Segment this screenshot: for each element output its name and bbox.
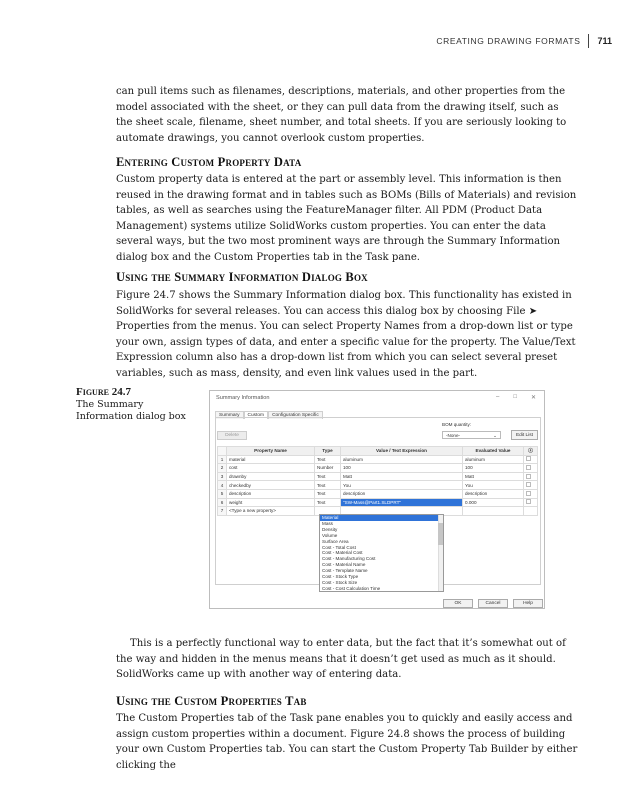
table-row[interactable]	[218, 498, 538, 507]
heading-summary-information: Using the Summary Information Dialog Box	[116, 270, 368, 284]
type-cell[interactable]: Text	[315, 472, 341, 481]
heading-entering-custom-property-data: Entering Custom Property Data	[116, 155, 302, 169]
bom-quantity-select[interactable]	[442, 431, 501, 439]
cancel-button[interactable]: Cancel	[478, 599, 508, 608]
table-row[interactable]	[218, 455, 538, 464]
row-number: 4	[218, 481, 227, 490]
paragraph-3: Figure 24.7 shows the Summary Information dialog box. This functionality has existed in SolidWorks for several releases. You can access this dialog box by choosing File ➤ Properties from the menus. You can select Property Names from a drop-down list or type your own, assign types of data, and enter a specific value for the property. The Value/Text Expression column also has a drop-down list from which you can select several preset variables, such as mass, density, and even link values used in the part.	[116, 290, 576, 379]
row-number: 7	[218, 507, 227, 516]
row-number: 6	[218, 498, 227, 507]
maximize-icon[interactable]: □	[513, 394, 517, 400]
value-cell[interactable]: aluminum	[341, 455, 463, 464]
bom-quantity-value: -None-	[446, 433, 461, 438]
checkbox[interactable]	[526, 465, 531, 470]
row-number: 1	[218, 455, 227, 464]
evaluated-value-cell: Matt	[463, 472, 524, 481]
help-button[interactable]: Help	[513, 599, 543, 608]
property-name-cell[interactable]: material	[227, 455, 315, 464]
value-cell[interactable]: You	[341, 481, 463, 490]
dialog-title: Summary Information	[216, 395, 270, 401]
edit-list-button[interactable]: Edit List	[511, 430, 538, 440]
evaluated-value-cell: 100	[463, 464, 524, 473]
evaluated-value-cell: aluminum	[463, 455, 524, 464]
type-cell[interactable]: Text	[315, 481, 341, 490]
header-type: Type	[315, 447, 341, 456]
table-row[interactable]	[218, 472, 538, 481]
row-number: 5	[218, 489, 227, 498]
header-value-text-expression: Value / Text Expression	[341, 447, 463, 456]
dropdown-item[interactable]: Cost - Template Name	[322, 568, 368, 574]
evaluated-value-cell: You	[463, 481, 524, 490]
value-cell[interactable]: Matt	[341, 472, 463, 481]
type-cell[interactable]: Text	[315, 489, 341, 498]
link-checkbox-cell[interactable]	[524, 464, 538, 473]
dropdown-item[interactable]: Volume	[322, 532, 338, 538]
checkbox[interactable]	[526, 456, 531, 461]
page-number: 711	[597, 36, 612, 46]
value-cell[interactable]: 100	[341, 464, 463, 473]
paragraph-4: This is a perfectly functional way to enter data, but the fact that it’s somewhat out of the way and hidden in the menus means that it doesn’t get used as much as it should. SolidWorks came up with another way of entering data.	[116, 638, 566, 681]
grid-header-row	[218, 447, 538, 456]
checkbox[interactable]	[526, 474, 531, 479]
link-checkbox-cell[interactable]	[524, 481, 538, 490]
paragraph-5: The Custom Properties tab of the Task pane enables you to quickly and easily access and assign custom properties within a document. Figure 24.8 shows the process of building your own Custom Properties tab. You can start the Custom Property Tab Builder by either clicking the	[116, 713, 578, 771]
minimize-icon[interactable]: –	[496, 394, 500, 400]
link-checkbox-cell[interactable]	[524, 472, 538, 481]
property-name-cell[interactable]: cost	[227, 464, 315, 473]
link-checkbox-cell[interactable]	[524, 507, 538, 516]
paragraph-2: Custom property data is entered at the part or assembly level. This information is then reused in the drawing format and in tables such as BOMs (Bills of Materials) and revision tables, as well as searches using the FeatureManager filter. All PDM (Product Data Management) systems utilize SolidWorks custom properties. You can enter the data several ways, but the two most prominent ways are through the Summary Information dialog box and the Custom Properties tab in the Task pane.	[116, 174, 577, 263]
table-row[interactable]	[218, 481, 538, 490]
value-expression-dropdown[interactable]	[319, 514, 444, 592]
chevron-down-icon: ⌄	[493, 433, 497, 438]
window-controls	[496, 394, 536, 401]
close-icon[interactable]: ✕	[530, 395, 536, 401]
figure-label: Figure 24.7	[76, 386, 131, 398]
scrollbar-thumb[interactable]	[438, 523, 443, 545]
header-link-icon: ⓢ	[524, 447, 538, 456]
table-row[interactable]	[218, 489, 538, 498]
dropdown-item[interactable]: Mass	[322, 520, 333, 526]
property-name-cell[interactable]: weight	[227, 498, 315, 507]
dropdown-item[interactable]: Surface Area	[322, 538, 349, 544]
paragraph-1: can pull items such as filenames, descriptions, materials, and other properties from the model associated with the sheet, or they can pull data from the drawing itself, such as the sheet scale, filename, sheet number, and total sheets. If you are seriously looking to automate drawings, you cannot overlook custom properties.	[116, 86, 567, 144]
evaluated-value-cell: description	[463, 489, 524, 498]
evaluated-value-cell	[463, 507, 524, 516]
dropdown-item[interactable]: Cost - Stock Type	[322, 574, 359, 580]
checkbox[interactable]	[526, 491, 531, 496]
header-property-name: Property Name	[227, 447, 315, 456]
running-head	[436, 34, 612, 48]
dropdown-item[interactable]: Cost - Material Name	[322, 562, 366, 568]
checkbox[interactable]	[526, 482, 531, 487]
link-checkbox-cell[interactable]	[524, 455, 538, 464]
property-name-cell[interactable]: description	[227, 489, 315, 498]
type-cell[interactable]: Text	[315, 498, 341, 507]
link-checkbox-cell[interactable]	[524, 498, 538, 507]
figure-caption-text: The Summary Information dialog box	[76, 398, 186, 422]
dropdown-item[interactable]: Material	[320, 515, 438, 521]
summary-information-dialog	[209, 390, 545, 609]
row-number: 2	[218, 464, 227, 473]
property-name-cell[interactable]: drawnby	[227, 472, 315, 481]
tab-summary[interactable]: Summary	[215, 411, 244, 419]
type-cell[interactable]: Text	[315, 455, 341, 464]
ok-button[interactable]: OK	[443, 599, 473, 608]
heading-custom-properties-tab: Using the Custom Properties Tab	[116, 694, 307, 708]
dropdown-item[interactable]: Cost - Cost Calculation Time	[322, 585, 381, 591]
row-number-header	[218, 447, 227, 456]
delete-button[interactable]: Delete	[217, 431, 247, 440]
dropdown-item[interactable]: Density	[322, 526, 338, 532]
property-name-cell[interactable]: <Type a new property>	[227, 507, 315, 516]
running-head-title: CREATING DRAWING FORMATS	[436, 34, 589, 48]
dropdown-item[interactable]: Cost - Manufacturing Cost	[322, 556, 376, 562]
dropdown-item[interactable]: Cost - Total Cost	[322, 544, 356, 550]
bom-quantity-label: BOM quantity:	[442, 422, 472, 427]
dropdown-item[interactable]: Cost - Material Cost	[322, 550, 363, 556]
type-cell[interactable]: Number	[315, 464, 341, 473]
evaluated-value-cell: 0.000	[463, 498, 524, 507]
tab-configuration-specific[interactable]: Configuration Specific	[268, 411, 323, 419]
table-row[interactable]	[218, 464, 538, 473]
header-evaluated-value: Evaluated Value	[463, 447, 524, 456]
value-cell-selected[interactable]: "SW-Mass@Part1.SLDPRT"	[341, 498, 463, 507]
link-checkbox-cell[interactable]	[524, 489, 538, 498]
dropdown-scrollbar[interactable]	[438, 515, 443, 591]
row-number: 3	[218, 472, 227, 481]
property-name-cell[interactable]: checkedby	[227, 481, 315, 490]
figure-caption	[76, 386, 186, 424]
checkbox[interactable]	[526, 499, 531, 504]
tab-custom[interactable]: Custom	[244, 411, 269, 419]
dropdown-item[interactable]: Cost - Stock Size	[322, 579, 358, 585]
property-grid	[217, 446, 538, 516]
value-cell[interactable]: description	[341, 489, 463, 498]
